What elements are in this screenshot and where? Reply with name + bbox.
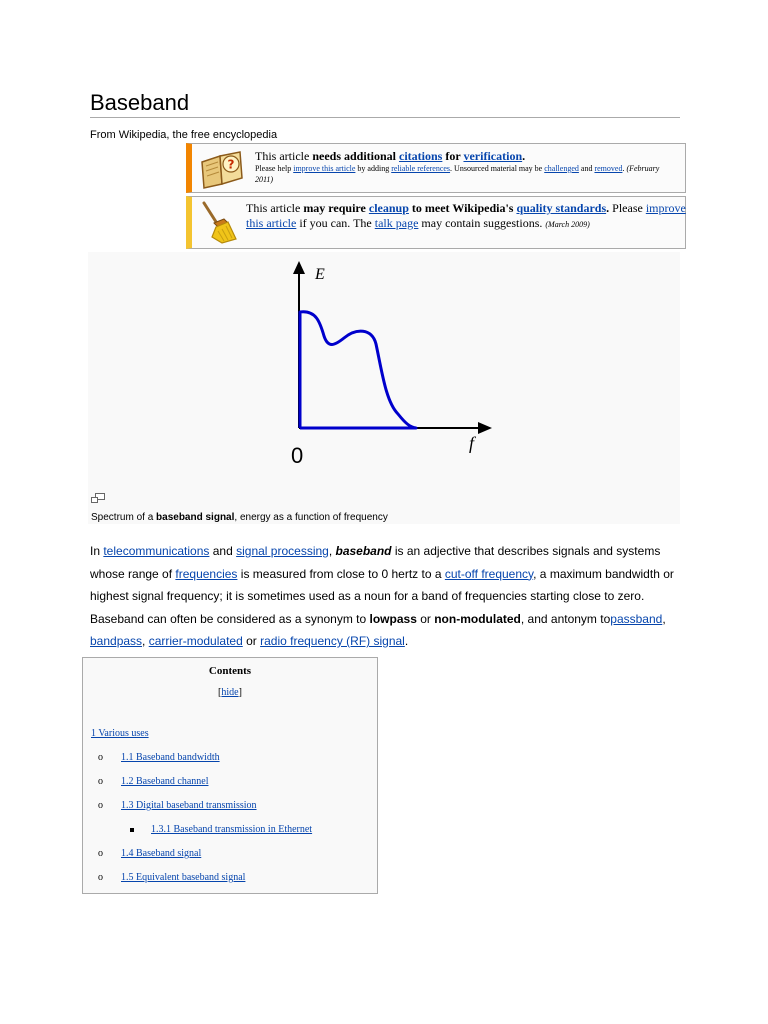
- origin-label: 0: [291, 443, 304, 468]
- ambox-citations-small-5: .: [622, 164, 627, 173]
- talk-page-link[interactable]: talk page: [374, 216, 419, 230]
- caption-post: , energy as a function of frequency: [234, 512, 388, 523]
- toc-bullet: o: [98, 872, 103, 883]
- toc-hide-toggle: [83, 687, 377, 698]
- spectrum-diagram: [88, 252, 680, 482]
- figure-caption: [91, 512, 388, 523]
- bandpass-link[interactable]: bandpass: [90, 634, 143, 648]
- toc-title: Contents: [208, 665, 252, 677]
- lowpass-term: lowpass: [369, 611, 417, 626]
- cut-off-frequency-link[interactable]: cut-off frequency: [444, 566, 534, 581]
- removed-link[interactable]: removed: [594, 164, 623, 173]
- ambox-citations-notice: [186, 143, 686, 193]
- page-title: Baseband: [90, 90, 190, 115]
- toc-square-bullet: [130, 828, 134, 832]
- ambox-citations-small-2: by adding: [355, 164, 392, 173]
- toc-item-digital-baseband-transmission[interactable]: 1.3 Digital baseband transmission: [121, 800, 257, 811]
- intro-text: ,: [662, 611, 666, 626]
- intro-text: or: [416, 611, 435, 626]
- ambox-cleanup-bold-end: .: [606, 201, 610, 215]
- signal-processing-link[interactable]: signal processing: [236, 544, 329, 558]
- improve-this-article-link[interactable]: improve this article: [246, 201, 686, 230]
- quality-standards-link[interactable]: quality standards: [516, 201, 607, 215]
- baseband-term: baseband: [335, 544, 392, 558]
- toc-bullet: o: [98, 752, 103, 763]
- toc-bullet: o: [98, 800, 103, 811]
- caption-pre: Spectrum of a: [91, 512, 157, 523]
- ambox-cleanup-notice: [186, 196, 686, 249]
- passband-link[interactable]: passband: [610, 611, 663, 626]
- ambox-citations-small-3: . Unsourced material may be: [450, 164, 545, 173]
- site-tagline: From Wikipedia, the free encyclopedia: [90, 129, 278, 141]
- intro-text: or: [242, 634, 261, 648]
- intro-text: ,: [328, 544, 336, 558]
- ambox-cleanup-bold-mid: to meet Wikipedia's: [408, 201, 517, 215]
- caption-bold: baseband signal: [156, 512, 235, 523]
- magnify-icon[interactable]: [91, 490, 105, 508]
- improve-article-link[interactable]: improve this article: [293, 164, 356, 173]
- toc-bracket: [: [218, 687, 222, 698]
- intro-text: .: [404, 634, 409, 648]
- reliable-references-link[interactable]: reliable references: [391, 164, 451, 173]
- ambox-cleanup-text-3: may contain suggestions.: [418, 216, 546, 230]
- ambox-cleanup-pre: This article: [246, 201, 304, 215]
- toc-hide-link[interactable]: hide: [221, 687, 239, 698]
- broom-icon: [198, 201, 238, 250]
- intro-text: is an adjective that describes signals and systems whose range of: [90, 544, 661, 581]
- book-question-icon: [198, 148, 246, 195]
- spectrum-figure: [88, 252, 680, 524]
- cleanup-link[interactable]: cleanup: [368, 201, 409, 215]
- intro-text: and: [209, 544, 237, 558]
- non-modulated-term: non-modulated: [434, 611, 521, 626]
- intro-text: , and antonym to: [520, 611, 611, 626]
- telecommunications-link[interactable]: telecommunications: [103, 544, 210, 558]
- ambox-cleanup-date: (March 2009): [545, 220, 590, 229]
- table-of-contents: [82, 657, 378, 894]
- spectrum-curve: [300, 312, 416, 428]
- toc-item-baseband-signal[interactable]: 1.4 Baseband signal: [121, 848, 202, 859]
- citations-link[interactable]: citations: [399, 149, 443, 163]
- toc-bracket: ]: [238, 687, 242, 698]
- ambox-citations-pre: This article: [255, 149, 313, 163]
- intro-text: ,: [142, 634, 149, 648]
- y-axis-label: E: [315, 266, 325, 283]
- ambox-citations-bold-pre: needs additional: [312, 149, 400, 163]
- toc-item-baseband-channel[interactable]: 1.2 Baseband channel: [121, 776, 209, 787]
- intro-text: In: [90, 544, 104, 558]
- ambox-cleanup-text-1: Please: [609, 201, 646, 215]
- radio-frequency-link[interactable]: radio frequency (RF) signal: [260, 634, 405, 648]
- intro-text: is measured from close to 0 hertz to a: [237, 566, 445, 581]
- frequencies-link[interactable]: frequencies: [175, 566, 238, 581]
- toc-item-equivalent-baseband-signal[interactable]: 1.5 Equivalent baseband signal: [121, 872, 246, 883]
- ambox-cleanup-bold-pre: may require: [303, 201, 369, 215]
- ambox-citations-small-4: and: [578, 164, 595, 173]
- intro-paragraph: [90, 540, 680, 653]
- challenged-link[interactable]: challenged: [544, 164, 579, 173]
- title-divider: [90, 117, 680, 118]
- intro-text: , a maximum bandwidth or highest signal frequency; it is sometimes used as a noun for a band of frequencies starting close to zero. Baseband can often be considered as a synonym to: [90, 566, 674, 626]
- toc-item-various-uses[interactable]: 1 Various uses: [91, 728, 149, 739]
- carrier-modulated-link[interactable]: carrier-modulated: [148, 634, 243, 648]
- ambox-citations-bold-mid: for: [442, 149, 464, 163]
- ambox-citations-bold-end: .: [522, 149, 526, 163]
- verification-link[interactable]: verification: [463, 149, 523, 163]
- ambox-citations-small-1: Please help: [255, 164, 294, 173]
- svg-text:?: ?: [227, 157, 235, 172]
- ambox-citations-date: (February 2011): [255, 164, 660, 184]
- toc-bullet: o: [98, 848, 103, 859]
- toc-item-baseband-transmission-ethernet[interactable]: 1.3.1 Baseband transmission in Ethernet: [151, 824, 313, 835]
- toc-item-baseband-bandwidth[interactable]: 1.1 Baseband bandwidth: [121, 752, 220, 763]
- ambox-cleanup-text-2: if you can. The: [296, 216, 375, 230]
- toc-bullet: o: [98, 776, 103, 787]
- x-axis-label: f: [469, 433, 475, 453]
- y-axis-arrow: [293, 261, 305, 274]
- x-axis-arrow: [478, 422, 492, 434]
